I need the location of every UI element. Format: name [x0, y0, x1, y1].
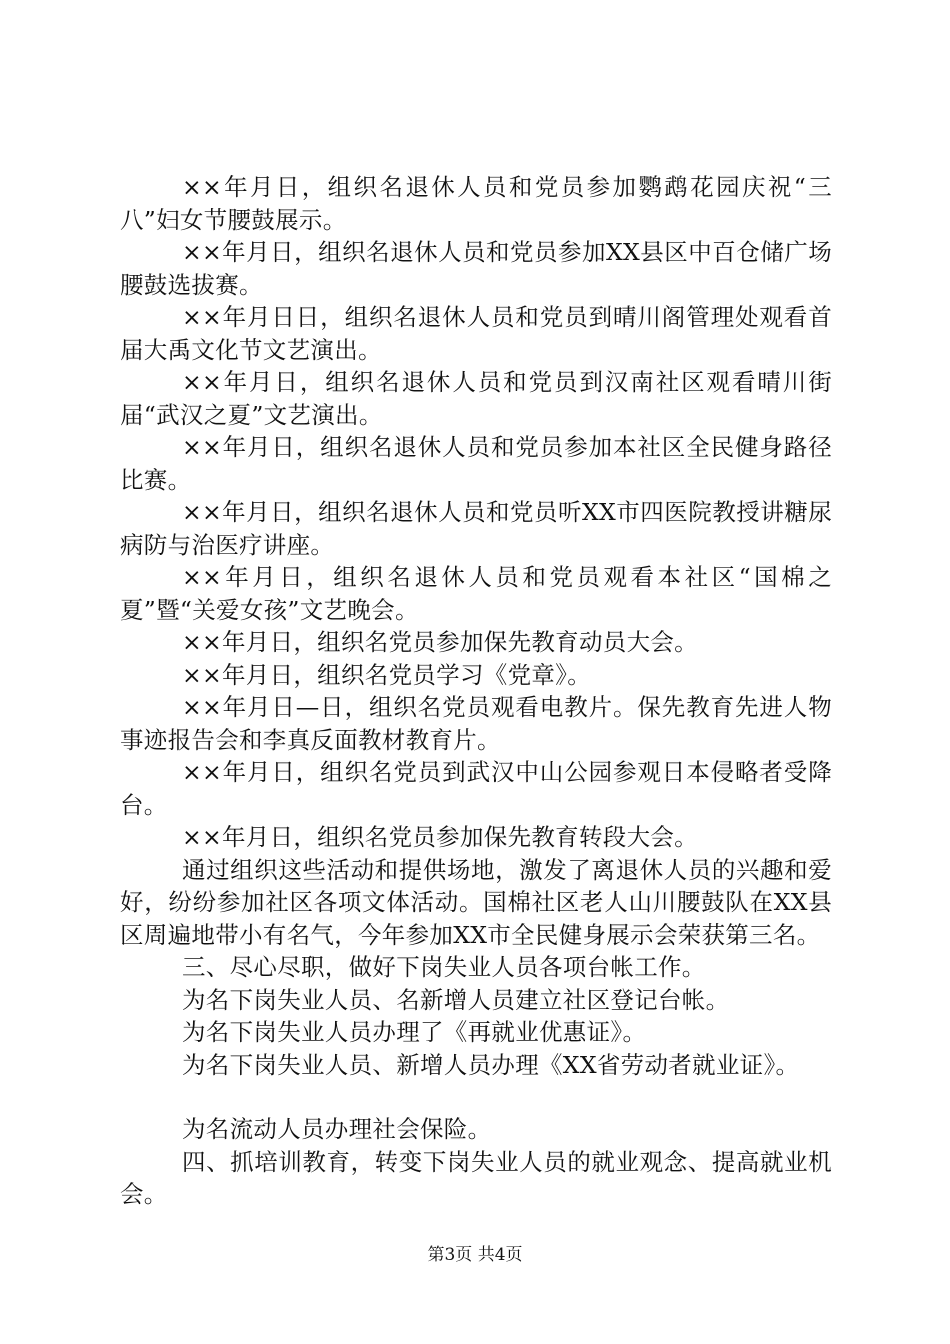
section-heading: 四、抓培训教育，转变下岗失业人员的就业观念、提高就业机会。	[120, 1147, 832, 1208]
paragraph: ××年月日—日，组织名党员观看电教片。保先教育先进人物事迹报告会和李真反面教材教育片。	[120, 693, 832, 754]
paragraph: ××年月日，组织名党员参加保先教育转段大会。	[182, 823, 698, 851]
paragraph: ××年月日，组织名党员参加保先教育动员大会。	[182, 628, 698, 656]
paragraph: ××年月日，组织名党员学习《党章》。	[182, 660, 592, 689]
paragraph: ××年月日，组织名党员到武汉中山公园参观日本侵略者受降台。	[120, 758, 832, 819]
paragraph: ××年月日，组织名退休人员和党员听XX市四医院教授讲糖尿病防与治医疗讲座。	[120, 498, 832, 559]
page-number-footer: 第3页 共4页	[427, 1245, 523, 1265]
paragraph: ××年月日，组织名退休人员和党员参加本社区全民健身路径比赛。	[120, 433, 832, 494]
paragraph: 为名下岗失业人员办理了《再就业优惠证》。	[182, 1018, 647, 1046]
document-body	[120, 171, 832, 1211]
paragraph: 为名下岗失业人员、名新增人员建立社区登记台帐。	[182, 985, 730, 1014]
paragraph: ××年月日，组织名退休人员和党员参加XX县区中百仓储广场腰鼓选拔赛。	[120, 238, 832, 299]
section-heading: 三、尽心尽职，做好下岗失业人员各项台帐工作。	[182, 953, 706, 981]
paragraph: ××年月日，组织名退休人员和党员参加鹦鹉花园庆祝“三八”妇女节腰鼓展示。	[120, 173, 832, 234]
paragraph: 通过组织这些活动和提供场地，激发了离退休人员的兴趣和爱好，纷纷参加社区各项文体活动。国棉社区老人山川腰鼓队在XX县区周遍地带小有名气，今年参加XX市全民健身展示会荣获第三名。	[120, 855, 832, 949]
paragraph: ××年月日日，组织名退休人员和党员到晴川阁管理处观看首届大禹文化节文艺演出。	[120, 303, 832, 364]
paragraph: 为名流动人员办理社会保险。	[182, 1115, 492, 1143]
paragraph: ××年月日，组织名退休人员和党员观看本社区“国棉之夏”暨“关爱女孩”文艺晚会。	[120, 563, 832, 624]
paragraph: 为名下岗失业人员、新增人员办理《XX省劳动者就业证》。	[182, 1050, 800, 1079]
paragraph: ××年月日，组织名退休人员和党员到汉南社区观看晴川街届“武汉之夏”文艺演出。	[120, 368, 832, 429]
